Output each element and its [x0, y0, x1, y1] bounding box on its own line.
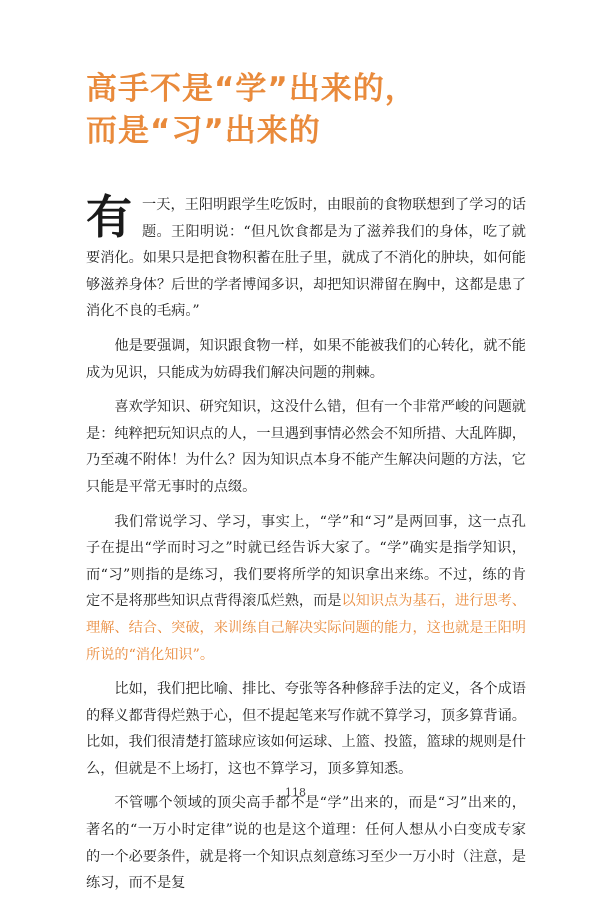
- paragraph-5: 比如，我们把比喻、排比、夸张等各种修辞手法的定义，各个成语的释义都背得烂熟于心，但不提起笔来写作就不算学习，顶多算背诵。比如，我们很清楚打篮球应该如何运球、上篮、投篮，篮球的规则是什么，但就是不上场打，这也不算学习，顶多算知悉。: [86, 681, 526, 777]
- chapter-title: [86, 68, 526, 152]
- paragraph-4: [86, 509, 526, 669]
- paragraph-1-text: 一天，王阳明跟学生吃饭时，由眼前的食物联想到了学习的话题。王阳明说：“但凡饮食都是为了滋养我们的身体，吃了就要消化。如果只是把食物积蓄在肚子里，就成了不消化的肿块，如何能够滋养身体？后世的学者博闻多识，却把知识滞留在胸中，这都是患了消化不良的毛病。”: [86, 197, 526, 320]
- paragraph-2: 他是要强调，知识跟食物一样，如果不能被我们的心转化，就不能成为见识，只能成为妨碍我们解决问题的荆棘。: [86, 337, 526, 381]
- paragraph-4-text: 我们常说学习、学习，事实上，“学”和“习”是两回事，这一点孔子在提出“学而时习之”时就已经告诉大家了。“学”确实是指学知识，而“习”则指的是练习，我们要将所学的知识拿出来练。不过，练的肯定不是将那些知识点背得滚瓜烂熟，而是: [86, 513, 526, 610]
- title-line-1: 高手不是“学”出来的，: [86, 71, 417, 107]
- title-line-2: 而是“习”出来的: [86, 113, 321, 149]
- highlighted-text: 以知识点为基石，进行思考、理解、结合、突破，来训练自己解决实际问题的能力，这也就是王阳明所说的“消化知识”。: [86, 593, 526, 663]
- paragraph-1: [86, 192, 526, 325]
- page-number: 118: [285, 786, 306, 799]
- paragraph-6: 不管哪个领域的顶尖高手都不是“学”出来的，而是“习”出来的，著名的“一万小时定律”说的也是这个道理：任何人想从小白变成专家的一个必要条件，就是将一个知识点刻意练习至少一万小时（注意，是练习，而不是复: [86, 795, 526, 892]
- paragraph-3: 喜欢学知识、研究知识，这没什么错，但有一个非常严峻的问题就是：纯粹把玩知识点的人，一旦遇到事情必然会不知所措、大乱阵脚，乃至魂不附体！为什么？因为知识点本身不能产生解决问题的方法，它只能是平常无事时的点缀。: [86, 399, 526, 495]
- drop-cap: 有: [86, 190, 132, 244]
